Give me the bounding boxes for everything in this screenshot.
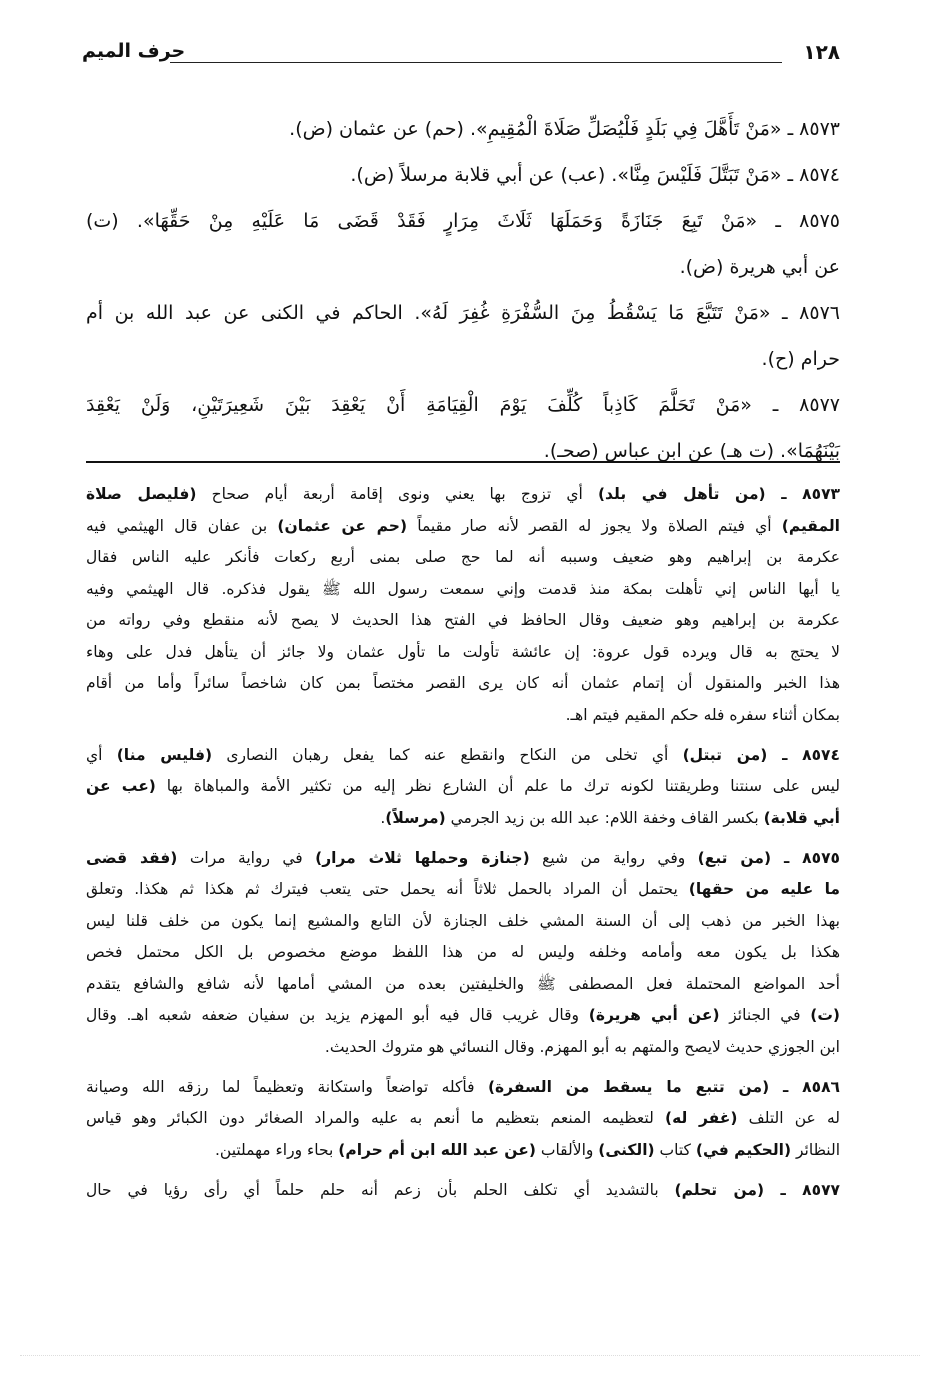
commentary-text-segment: وفي رواية من شيع xyxy=(529,848,698,867)
commentary-text-segment: في رواية مرات xyxy=(177,848,316,867)
commentary-text-segment: لا يحتج به قال ويرده قول عروة: إن عائشة تأولت ما تأول عثمان ولا جائز أن يتأهل فدل على وهاء xyxy=(86,642,840,661)
hadith-line: ٨٥٧٧ ـ «مَنْ تَحَلَّمَ كَاذِباً كُلِّفَ يَوْمَ الْقِيَامَةِ أَنْ يَعْقِدَ بَيْنَ شَعِيرَتَيْنِ، وَلَنْ يَعْقِدَ xyxy=(86,394,840,416)
hadith-line: ٨٥٧٦ ـ «مَنْ تَتَبَّعَ مَا يَسْقُطُ مِنَ السُّفْرَةِ غُفِرَ لَهُ». الحاكم في الكنى عن عبد الله بن أم xyxy=(86,302,840,324)
hadith-line: عن أبي هريرة (ض). xyxy=(679,256,840,278)
hadith-line: ٨٥٧٤ ـ «مَنْ تَبَتَّلَ فَلَيْسَ مِنَّا». (عب) عن أبي قلابة مرسلاً (ض). xyxy=(350,164,840,186)
quoted-phrase: (عن عبد الله ابن أم حرام) xyxy=(338,1140,536,1159)
commentary-line xyxy=(86,1001,840,1033)
commentary-text-segment: بحاء وراء مهملتين. xyxy=(214,1140,339,1159)
commentary-text-segment: بكسر القاف وخفة اللام: عبد الله بن زيد الجرمي xyxy=(445,808,764,827)
commentary-text-segment: في الجنائز xyxy=(719,1006,811,1024)
commentary-text-segment: أي فيتم الصلاة ولا يجوز له القصر لأنه صار مقيماً xyxy=(407,516,782,535)
quoted-phrase: (جنازة وحملها ثلاث مرار) xyxy=(315,848,530,867)
commentary-text-segment: بن عفان قال الهيثمي فيه xyxy=(86,516,278,535)
commentary-line xyxy=(86,1176,840,1208)
commentary-text-segment: وقال غريب قال فيه أبو المهزم يزيد بن سفيان ضعفه شعبه اهـ. وقال xyxy=(86,1006,589,1024)
commentary-line xyxy=(86,844,840,876)
commentary-line xyxy=(86,1104,840,1136)
hadith-entry xyxy=(86,204,840,296)
commentary-entry xyxy=(86,480,840,732)
quoted-phrase: ٨٥٧٧ ـ (من تحلم) xyxy=(674,1180,840,1199)
commentary-line xyxy=(86,480,840,512)
commentary-line xyxy=(86,1136,840,1168)
commentary-text-segment: بهذا الخبر من ذهب إلى أن السنة المشي خلف الجنازة لأن التابع والمشيع إنما يكون من خلف قلنا ليس xyxy=(86,911,840,930)
commentary-text-segment: أي xyxy=(86,745,117,764)
hadith-entry xyxy=(86,112,840,158)
hadith-entry xyxy=(86,158,840,204)
commentary-text-segment: أي تخلى من النكاح وانقطع عنه كما يفعل رهبان النصارى xyxy=(212,745,683,764)
commentary-entry xyxy=(86,741,840,836)
hadith-line: ٨٥٧٥ ـ «مَنْ تَبِعَ جَنَازَةً وَحَمَلَهَا ثَلَاثَ مِرَارٍ فَقَدْ قَضَى مَا عَلَيْهِ مِنْ حَقِّهَا». (ت) xyxy=(86,210,840,232)
commentary-text-segment: فأكله تواضعاً واستكانة وتعظيماً لما رزقه الله وصيانة xyxy=(86,1077,488,1096)
commentary-text-segment: أي تزوج بها يعني ونوى إقامة أربعة أيام صحاح xyxy=(196,485,598,503)
commentary-entry xyxy=(86,1176,840,1208)
quoted-phrase: (فقد قضى xyxy=(86,848,178,867)
commentary-line xyxy=(86,701,840,733)
scan-edge xyxy=(20,1355,920,1356)
quoted-phrase: ٨٥٧٥ ـ (من تبع) xyxy=(697,848,840,867)
commentary-line xyxy=(86,741,840,773)
commentary-text-segment: هكذا بل يكون معه وأمامه وخلفه وليس له من هذا اللفظ موضع مخصوص بل الكل محتمل فخص xyxy=(86,943,840,961)
quoted-phrase: أبي قلابة) xyxy=(763,808,840,827)
commentary-text-segment: عكرمة بن إبراهيم وهو ضعيف وسببه أنه لما حج صلى بمنى أربع ركعات فأنكر عليه الناس فقال xyxy=(86,548,840,566)
quoted-phrase: (ت) xyxy=(810,1006,840,1024)
quoted-phrase: المقيم) xyxy=(781,516,840,535)
quoted-phrase: (عن أبي هريرة) xyxy=(588,1006,720,1024)
commentary-text-segment: ابن الجوزي حديث لايصح والمتهم به أبو المهزم. وقال النسائي هو متروك الحديث. xyxy=(324,1037,840,1056)
commentary-text-segment: يا أيها الناس إني تأهلت بمكة منذ قدمت وإني سمعت رسول الله ﷺ يقول فذكره. قال الهيثمي وفيه xyxy=(86,579,840,598)
quoted-phrase: (عب عن xyxy=(86,777,156,795)
commentary-line xyxy=(86,638,840,670)
commentary-entry xyxy=(86,844,840,1065)
quoted-phrase: ٨٥٧٤ ـ (من تبتل) xyxy=(682,745,840,764)
hadith-entry xyxy=(86,388,840,480)
commentary-text-segment: بمكان أثناء سفره فله حكم المقيم فيتم اهـ. xyxy=(565,705,840,724)
quoted-phrase: (غفر له) xyxy=(665,1109,738,1127)
commentary-line xyxy=(86,543,840,575)
commentary-line xyxy=(86,512,840,544)
hadith-line: حرام (ح). xyxy=(761,348,840,370)
commentary-text-segment: النظائر xyxy=(791,1140,840,1159)
commentary-text xyxy=(86,480,840,1216)
quoted-phrase: (حم عن عثمان) xyxy=(277,516,408,535)
quoted-phrase: ما عليه من حقها) xyxy=(688,880,840,898)
commentary-line xyxy=(86,804,840,836)
commentary-text-segment: بالتشديد أي تكلف الحلم بأن زعم أنه حلم حلماً أي رأى رؤيا في حال xyxy=(86,1180,675,1199)
commentary-text-segment: أحد المواضع المحتملة فعل المصطفى ﷺ والخليفتين بعده من المشي أمامها لأنه شافع والشافع يتقدم xyxy=(86,974,840,993)
hadith-text xyxy=(86,112,840,480)
commentary-text-segment: ليس على سنتنا وطريقتنا لكونه ترك ما علم أن الشارع نظر إليه من تكثير الأمة والمباهاة بها xyxy=(155,777,841,795)
hadith-line: بَيْنَهُمَا». (ت هـ) عن ابن عباس (صحـ). xyxy=(543,440,840,462)
running-header xyxy=(82,40,840,70)
commentary-entry xyxy=(86,1073,840,1168)
quoted-phrase: (فليصل صلاة xyxy=(86,485,197,503)
commentary-line xyxy=(86,875,840,907)
commentary-text-segment: هذا الخبر والمنقول أن إتمام عثمان أنه كان يرى القصر مختصاً بمن كان شاخصاً سائراً وأما من أقام xyxy=(86,674,840,692)
commentary-line xyxy=(86,606,840,638)
quoted-phrase: (فليس منا) xyxy=(116,745,213,764)
commentary-line xyxy=(86,772,840,804)
header-rule xyxy=(170,62,782,63)
commentary-text-segment: لتعظيمه المنعم بتعظيم ما أنعم به عليه والمراد الصغائر دون الكبائر وهو قياس xyxy=(86,1109,665,1127)
commentary-line xyxy=(86,1033,840,1065)
commentary-line xyxy=(86,938,840,970)
commentary-line xyxy=(86,575,840,607)
commentary-line xyxy=(86,970,840,1002)
commentary-text-segment: . xyxy=(380,808,386,827)
chapter-title: حرف الميم xyxy=(82,40,186,62)
commentary-text-segment: له عن التلف xyxy=(737,1109,841,1127)
hadith-line: ٨٥٧٣ ـ «مَنْ تَأَهَّلَ فِي بَلَدٍ فَلْيُصَلِّ صَلَاةَ الْمُقِيمِ». (حم) عن عثمان (ض). xyxy=(289,118,840,140)
commentary-line xyxy=(86,669,840,701)
commentary-line xyxy=(86,1073,840,1105)
commentary-text-segment: والألقاب xyxy=(535,1140,599,1159)
quoted-phrase: (مرسلاً) xyxy=(385,808,446,827)
commentary-text-segment: كتاب xyxy=(654,1140,696,1159)
commentary-text-segment: عكرمة بن إبراهيم وهو ضعيف وقال الحافظ في الفتح هذا الحديث لا يصح لأنه منقطع وفي رواته من xyxy=(86,611,840,629)
quoted-phrase: (الحكيم في) xyxy=(695,1140,792,1159)
commentary-text-segment: يحتمل أن المراد بالحمل ثلاثاً أنه يحمل حتى يتعب فيترك ثم هكذا ثم هكذا. وتعلق xyxy=(86,880,689,898)
hadith-entry xyxy=(86,296,840,388)
commentary-line xyxy=(86,907,840,939)
quoted-phrase: (الكنى) xyxy=(598,1140,655,1159)
footnote-separator xyxy=(86,461,840,463)
quoted-phrase: ٨٥٧٣ ـ (من تأهل في بلد) xyxy=(597,485,840,503)
page-number: ١٢٨ xyxy=(803,40,840,64)
quoted-phrase: ٨٥٨٦ ـ (من تتبع ما يسقط من السفرة) xyxy=(487,1077,840,1096)
